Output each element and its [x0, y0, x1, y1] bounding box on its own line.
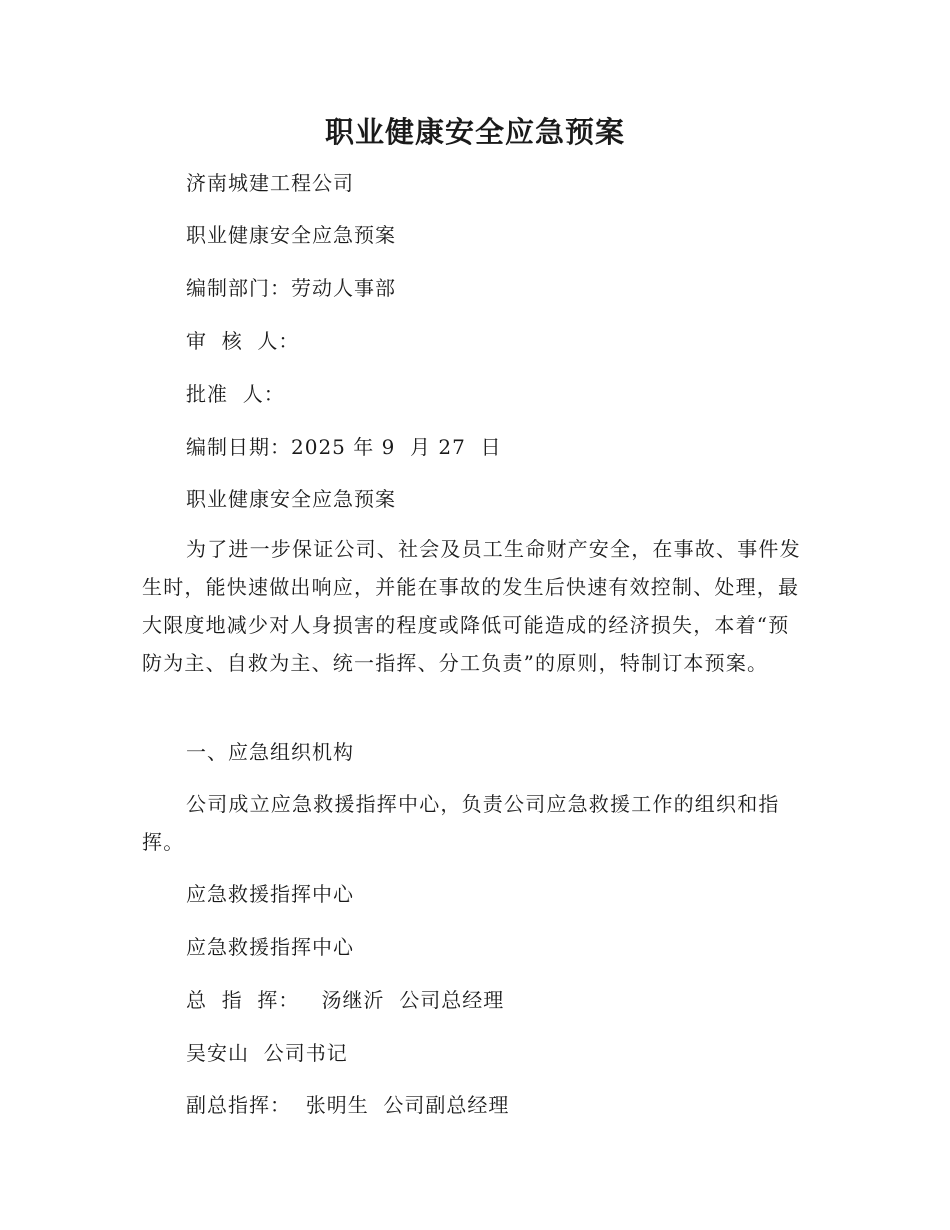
section-paragraph — [142, 785, 802, 861]
center-label: 应急救援指挥中心 — [186, 882, 354, 906]
intro-paragraph — [142, 530, 802, 682]
company-name: 济南城建工程公司 — [186, 171, 354, 195]
deputy-commander-line: 副总指挥： 张明生 公司副总经理 — [186, 1093, 510, 1117]
commander-line: 总 指 挥： 汤继沂 公司总经理 — [186, 988, 505, 1012]
intro-paragraph-text: 为了进一步保证公司、社会及员工生命财产安全，在事故、事件发生时，能快速做出响应，并能在事故的发生后快速有效控制、处理，最大限度地减少对人身损害的程度或降低可能造成的经济损失，本着“预防为主、自救为主、统一指挥、分工负责”的原则，特制订本预案。 — [142, 537, 801, 675]
reviewer-line: 审 核 人： — [186, 329, 300, 353]
compile-date: 编制日期：2025 年 9 月 27 日 — [186, 435, 502, 459]
center-label-repeat: 应急救援指挥中心 — [186, 935, 354, 959]
section-paragraph-text: 公司成立应急救援指挥中心，负责公司应急救援工作的组织和指挥。 — [142, 792, 780, 854]
document-name-repeat: 职业健康安全应急预案 — [186, 487, 396, 511]
section-heading: 一、应急组织机构 — [186, 740, 354, 764]
approver-line: 批准 人： — [186, 382, 285, 406]
document-title: 职业健康安全应急预案 — [324, 115, 625, 149]
document-name: 职业健康安全应急预案 — [186, 223, 396, 247]
secretary-line: 吴安山 公司书记 — [186, 1041, 348, 1065]
compiling-department: 编制部门：劳动人事部 — [186, 276, 396, 300]
